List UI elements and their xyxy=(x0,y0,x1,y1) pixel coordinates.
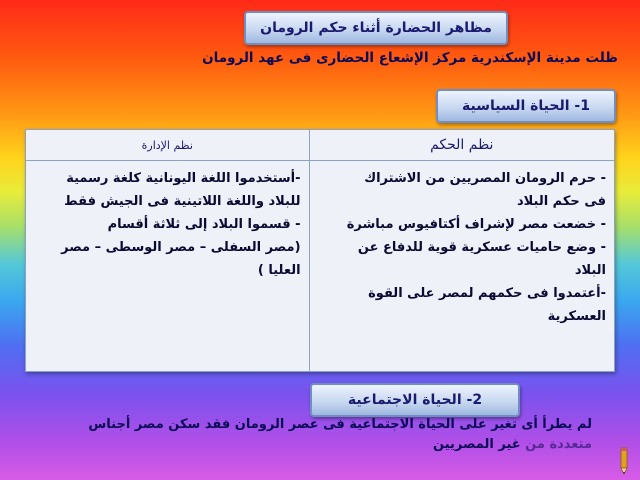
social-text-faded: متعددة من xyxy=(525,437,592,452)
social-text-rest: غير المصريين xyxy=(433,437,521,452)
governance-line: البلاد xyxy=(574,263,606,278)
page-title: مظاهر الحضارة أثناء حكم الرومان xyxy=(244,11,508,45)
governance-line: -أعتمدوا فى حكمهم لمصر على القوة xyxy=(368,286,606,301)
administration-cell xyxy=(26,161,310,372)
governance-line: - خضعت مصر لإشراف أكتافيوس مباشرة xyxy=(346,217,606,232)
administration-line: (مصر السفلى – مصر الوسطى – مصر xyxy=(61,240,301,255)
intro-text: ظلت مدينة الإسكندرية مركز الإشعاع الحضارى فى عهد الرومان xyxy=(202,50,618,66)
governance-line: - حرم الرومان المصريين من الاشتراك xyxy=(364,171,606,186)
section2-heading: 2- الحياة الاجتماعية xyxy=(310,383,520,417)
administration-header: نظم الإدارة xyxy=(26,130,310,161)
administration-line: العليا ) xyxy=(257,263,301,278)
administration-line: -أستخدموا اللغة اليونانية كلغة رسمية xyxy=(66,171,301,186)
social-text-line: لم يطرأ أى تغير على الحياة الاجتماعية فى عصر الرومان فقد سكن مصر أجناس xyxy=(88,417,592,432)
governance-line: العسكرية xyxy=(547,309,606,324)
administration-line: للبلاد واللغة اللاتينية فى الجيش فقط xyxy=(64,194,301,209)
section1-heading: 1- الحياة السياسية xyxy=(436,89,616,123)
governance-line: - وضع حاميات عسكرية قوية للدفاع عن xyxy=(357,240,606,255)
governance-cell xyxy=(309,161,614,372)
governance-line: فى حكم البلاد xyxy=(516,194,606,209)
political-life-table xyxy=(25,129,615,372)
governance-header: نظم الحكم xyxy=(309,130,614,161)
social-life-text xyxy=(32,415,592,455)
administration-line: - قسموا البلاد إلى ثلاثة أقسام xyxy=(107,217,301,232)
pencil-icon xyxy=(618,446,630,476)
social-text-line xyxy=(32,435,592,455)
